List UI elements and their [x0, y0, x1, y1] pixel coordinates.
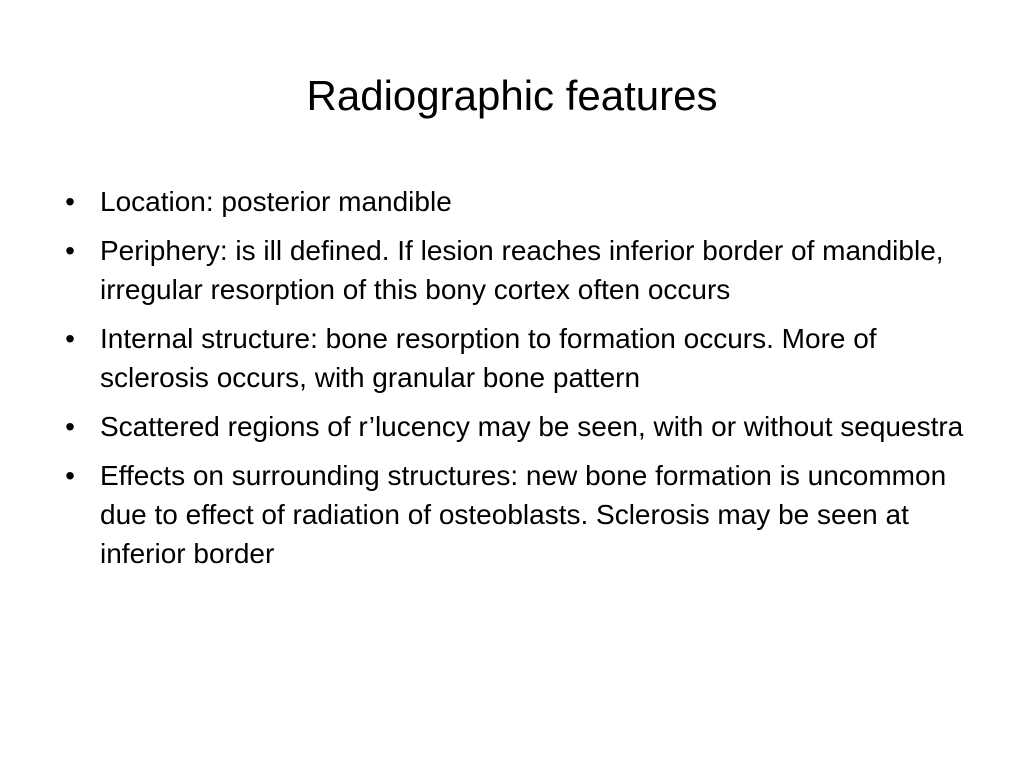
- bullet-item-effects: [60, 456, 970, 573]
- bullet-icon: •: [65, 323, 75, 354]
- bullet-icon: •: [65, 411, 75, 442]
- bullet-text: Effects on surrounding structures: new bone formation is uncommon due to effect of radiation of osteoblasts. Sclerosis may be seen at inferior border: [100, 460, 947, 569]
- bullet-text: Scattered regions of r’lucency may be seen, with or without sequestra: [100, 411, 964, 442]
- bullet-list: [60, 182, 970, 583]
- bullet-text: Periphery: is ill defined. If lesion reaches inferior border of mandible, irregular resorption of this bony cortex often occurs: [100, 235, 944, 305]
- bullet-icon: •: [65, 235, 75, 266]
- bullet-item-internal-structure: [60, 319, 970, 397]
- bullet-item-location: [60, 182, 970, 221]
- bullet-icon: •: [65, 186, 75, 217]
- bullet-text: Internal structure: bone resorption to formation occurs. More of sclerosis occurs, with granular bone pattern: [100, 323, 877, 393]
- slide-title: Radiographic features: [306, 72, 718, 119]
- bullet-item-scattered-regions: [60, 407, 970, 446]
- bullet-item-periphery: [60, 231, 970, 309]
- bullet-text: Location: posterior mandible: [100, 186, 452, 217]
- bullet-icon: •: [65, 460, 75, 491]
